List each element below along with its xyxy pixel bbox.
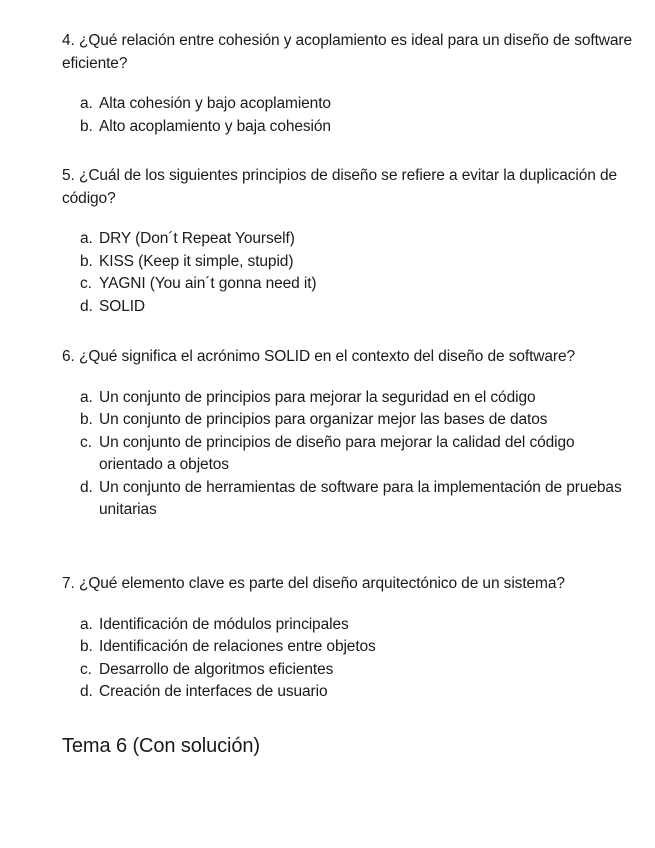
option-text: Un conjunto de principios para organizar mejor las bases de datos: [99, 411, 548, 428]
question-text: [62, 30, 632, 75]
answer-option: [80, 116, 632, 139]
option-text: Identificación de módulos principales: [99, 615, 349, 633]
question-number: 7.: [62, 575, 75, 592]
question-6: [62, 346, 632, 522]
option-letter: a.: [80, 230, 93, 247]
option-letter: c.: [80, 660, 92, 678]
option-text: Alta cohesión y bajo acoplamiento: [99, 95, 331, 112]
answer-option: [80, 228, 632, 251]
question-number: 4.: [62, 32, 75, 49]
question-4: [62, 30, 632, 138]
answer-option: [80, 432, 632, 477]
question-prompt: ¿Cuál de los siguientes principios de diseño se refiere a evitar la duplicación de código?: [62, 167, 618, 207]
option-text: Desarrollo de algoritmos eficientes: [99, 660, 334, 678]
option-text: Un conjunto de principios de diseño para mejorar la calidad del código orientado a objetos: [99, 433, 575, 473]
question-text: [62, 346, 632, 369]
option-letter: d.: [80, 683, 93, 700]
answer-option: [80, 273, 632, 296]
option-letter: b.: [80, 117, 93, 135]
option-text: SOLID: [99, 297, 146, 315]
option-letter: b.: [80, 411, 93, 428]
option-text: Un conjunto de herramientas de software para la implementación de pruebas unitarias: [99, 478, 622, 518]
option-letter: d.: [80, 478, 93, 496]
question-number: 5.: [62, 167, 75, 184]
question-prompt: ¿Qué relación entre cohesión y acoplamiento es ideal para un diseño de software eficiente?: [62, 32, 632, 72]
question-5: [62, 165, 632, 318]
answer-option: [80, 636, 632, 659]
option-letter: a.: [80, 388, 93, 406]
option-text: Creación de interfaces de usuario: [99, 683, 328, 700]
question-7: [62, 573, 632, 704]
option-letter: b.: [80, 252, 93, 270]
option-letter: b.: [80, 638, 93, 655]
answer-option: [80, 681, 632, 704]
option-letter: a.: [80, 615, 93, 633]
answer-option: [80, 409, 632, 432]
answer-option: [80, 296, 632, 319]
option-letter: d.: [80, 297, 93, 315]
section-title: Tema 6 (Con solución): [62, 735, 260, 757]
question-text: [62, 165, 632, 210]
option-letter: c.: [80, 275, 92, 292]
answer-options: [62, 614, 632, 704]
answer-option: [80, 477, 632, 522]
option-text: Identificación de relaciones entre objetos: [99, 638, 376, 655]
answer-options: [62, 228, 632, 318]
question-number: 6.: [62, 348, 75, 365]
answer-options: [62, 93, 632, 138]
answer-option: [80, 93, 632, 116]
answer-option: [80, 659, 632, 682]
option-text: Un conjunto de principios para mejorar la seguridad en el código: [99, 388, 536, 406]
answer-option: [80, 387, 632, 410]
answer-option: [80, 251, 632, 274]
question-prompt: ¿Qué elemento clave es parte del diseño arquitectónico de un sistema?: [78, 575, 565, 592]
option-text: YAGNI (You ain´t gonna need it): [99, 275, 317, 292]
answer-option: [80, 614, 632, 637]
option-letter: c.: [80, 433, 92, 451]
option-text: KISS (Keep it simple, stupid): [99, 252, 294, 270]
answer-options: [62, 387, 632, 522]
option-text: Alto acoplamiento y baja cohesión: [99, 117, 331, 135]
question-text: [62, 573, 632, 596]
option-text: DRY (Don´t Repeat Yourself): [99, 230, 295, 247]
option-letter: a.: [80, 95, 93, 112]
question-prompt: ¿Qué significa el acrónimo SOLID en el contexto del diseño de software?: [78, 348, 576, 365]
